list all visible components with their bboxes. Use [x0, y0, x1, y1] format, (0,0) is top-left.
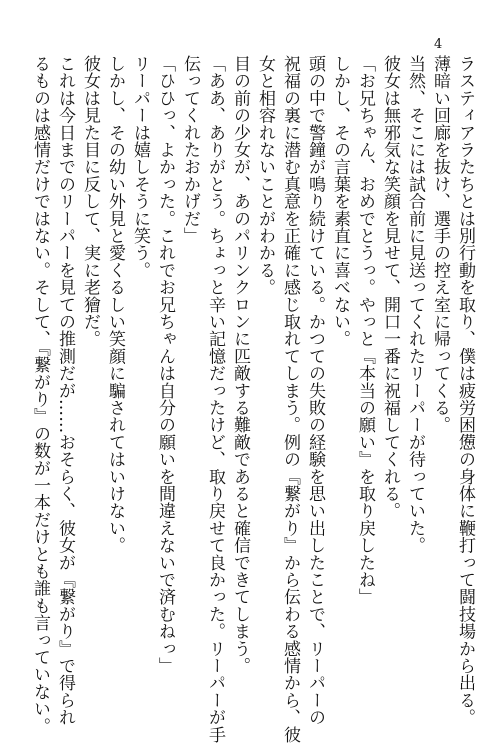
text-line: 彼女は見た目に反して、実に老獪だ。 [80, 55, 100, 348]
page-number: 4 [434, 37, 443, 52]
text-line: 「ああ、ありがとう。ちょっと辛い記憶だったけど、取り戻せて良かった。リーパーが手 [205, 55, 225, 743]
text-line: 目の前の少女が、あのパリンクロンに匹敵する難敵であると確信できてしまう。 [230, 55, 250, 675]
text-line: 女と相容れないことがわかる。 [255, 55, 275, 296]
text-line: 「お兄ちゃん、おめでとうっ。やっと『本当の願い』を取り戻したね」 [355, 55, 375, 606]
text-line: 彼女は無邪気な笑顔を見せて、開口一番に祝福してくれる。 [380, 55, 400, 520]
novel-text-block [27, 55, 477, 743]
text-line: 頭の中で警鐘が鳴り続けている。かつての失敗の経験を思い出したことで、リーパーの [305, 55, 325, 726]
text-line: 伝ってくれたおかげだ」 [180, 55, 200, 245]
text-line: 薄暗い回廊を抜け、選手の控え室に帰ってくる。 [430, 55, 450, 434]
text-line: これは今日までのリーパーを見ての推測だが……おそらく、彼女が『繋がり』で得られ [55, 55, 75, 726]
text-line: リーパーは嬉しそうに笑う。 [130, 55, 150, 279]
text-line: 祝福の裏に潜む真意を正確に感じ取れてしまう。例の『繋がり』から伝わる感情から、彼 [280, 55, 300, 743]
text-line: しかし、その言葉を素直に喜べない。 [330, 55, 350, 348]
text-line: るものは感情だけではない。そして、『繋がり』の数が一本だけとも誰も言っていない。 [30, 55, 50, 735]
text-line: ラスティアラたちとは別行動を取り、僕は疲労困憊の身体に鞭打って闘技場から出る。 [455, 55, 475, 726]
text-line: しかし、その幼い外見と愛くるしい笑顔に騙されてはいけない。 [105, 55, 125, 554]
text-line: 当然、そこには試合前に見送ってくれたリーパーが待っていた。 [405, 55, 425, 554]
text-line: 「ひひっ、よかった。これでお兄ちゃんは自分の願いを間違えないで済むねっ」 [155, 55, 175, 675]
